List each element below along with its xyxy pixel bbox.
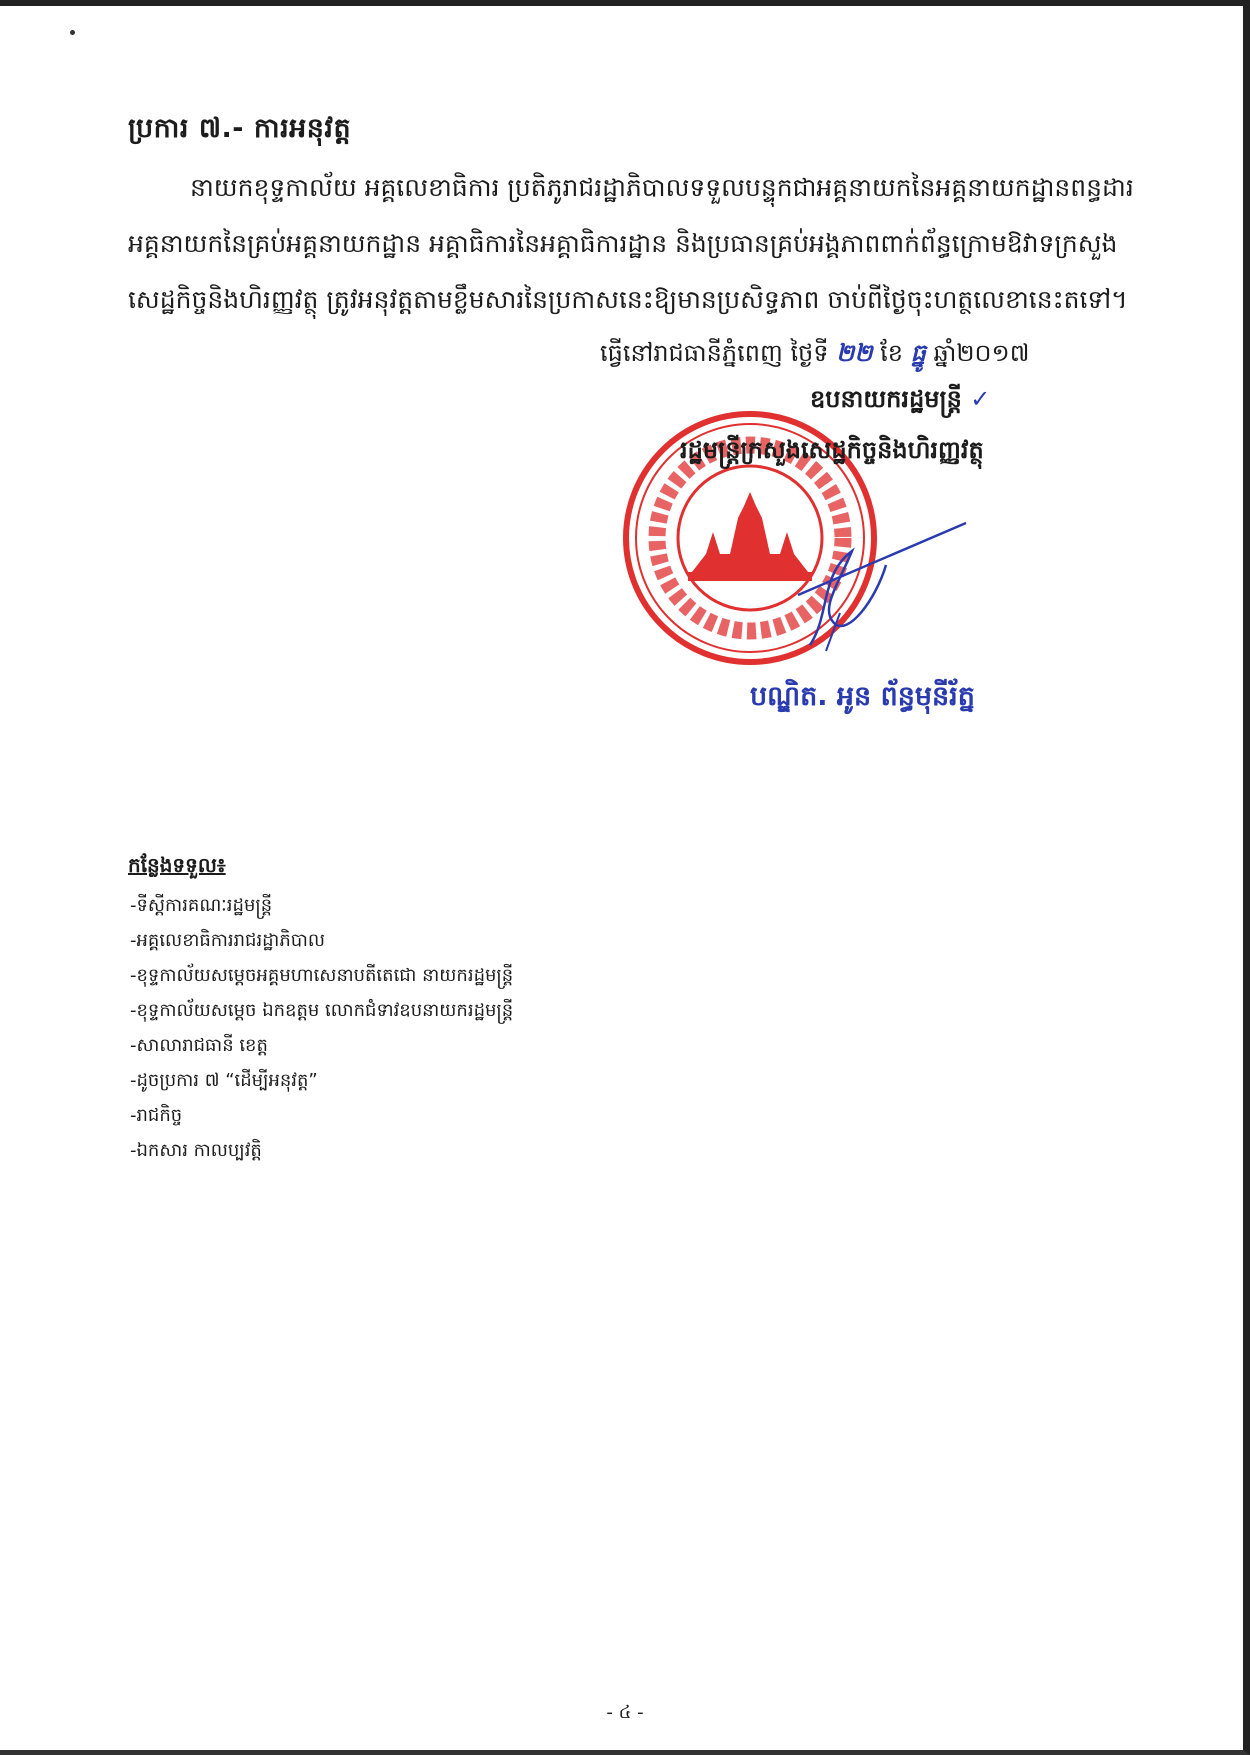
dateline-prefix: ធ្វើនៅរាជធានីភ្នំពេញ ថ្ងៃទី: [600, 339, 829, 367]
article-line: អគ្គនាយកនៃគ្រប់អគ្គនាយកដ្ឋាន អគ្គាធិការនៃអគ្គាធិការដ្ឋាន និងប្រធានគ្រប់អង្គភាពពាក់ព័ន្ធក្រោមឱវាទក្រសួង: [128, 229, 1118, 258]
page-number: - ៤ -: [606, 1702, 644, 1723]
handwritten-signature: [790, 505, 980, 655]
recipients-heading: កន្លែងទទួល៖: [128, 853, 226, 877]
dateline-month: ធ្នូ: [910, 339, 926, 367]
article-line: សេដ្ឋកិច្ចនិងហិរញ្ញវត្ថុ ត្រូវអនុវត្តតាមខ្លឹមសារនៃប្រកាសនេះឱ្យមានប្រសិទ្ធភាព ចាប់ពីថ្ងៃចុះហត្ថលេខានេះតទៅ។: [128, 285, 1128, 314]
article-line: នាយកខុទ្ទកាល័យ អគ្គលេខាធិការ ប្រតិភូរាជរដ្ឋាភិបាលទទួលបន្ទុកជាអគ្គនាយកនៃអគ្គនាយកដ្ឋានពន្ធដារ: [190, 173, 1134, 202]
article-body: [128, 160, 1183, 328]
dateline-day: ២២: [836, 339, 873, 367]
recipients-list: [130, 888, 513, 1168]
dateline: [600, 338, 1029, 373]
initials-mark: ✓: [970, 385, 991, 413]
recipient-item: -ឯកសារ កាលប្បវត្តិ: [130, 1140, 262, 1161]
dateline-year: ឆ្នាំ២០១៧: [933, 339, 1030, 367]
signatory-name: បណ្ឌិត. អូន ព័ន្ធមុនីរ័ត្ន: [750, 681, 975, 712]
recipient-item: -អគ្គលេខាធិការរាជរដ្ឋាភិបាល: [130, 930, 326, 951]
recipient-item: -ខុទ្ទកាល័យសម្តេចអគ្គមហាសេនាបតីតេជោ នាយករដ្ឋមន្ត្រី: [130, 965, 514, 986]
recipient-item: -រាជកិច្ច: [130, 1105, 183, 1126]
recipient-item: -ខុទ្ទកាល័យសម្តេច ឯកឧត្តម លោកជំទាវឧបនាយករដ្ឋមន្ត្រី: [130, 1000, 514, 1021]
dateline-month-label: ខែ: [880, 339, 903, 367]
recipient-item: -ដូចប្រការ ៧ “ដើម្បីអនុវត្ត”: [130, 1070, 318, 1091]
recipient-item: -សាលារាជធានី ខេត្ត: [130, 1035, 268, 1056]
scan-speck: [70, 30, 75, 35]
article-heading: ប្រការ ៧.- ការអនុវត្ត: [128, 113, 352, 144]
minister-title: រដ្ឋមន្ត្រីក្រសួងសេដ្ឋកិច្ចនិងហិរញ្ញវត្ថុ: [680, 436, 984, 464]
deputy-pm-label: ឧបនាយករដ្ឋមន្ត្រី ✓: [810, 385, 991, 413]
recipient-item: -ទីស្តីការគណៈរដ្ឋមន្ត្រី: [130, 895, 273, 916]
